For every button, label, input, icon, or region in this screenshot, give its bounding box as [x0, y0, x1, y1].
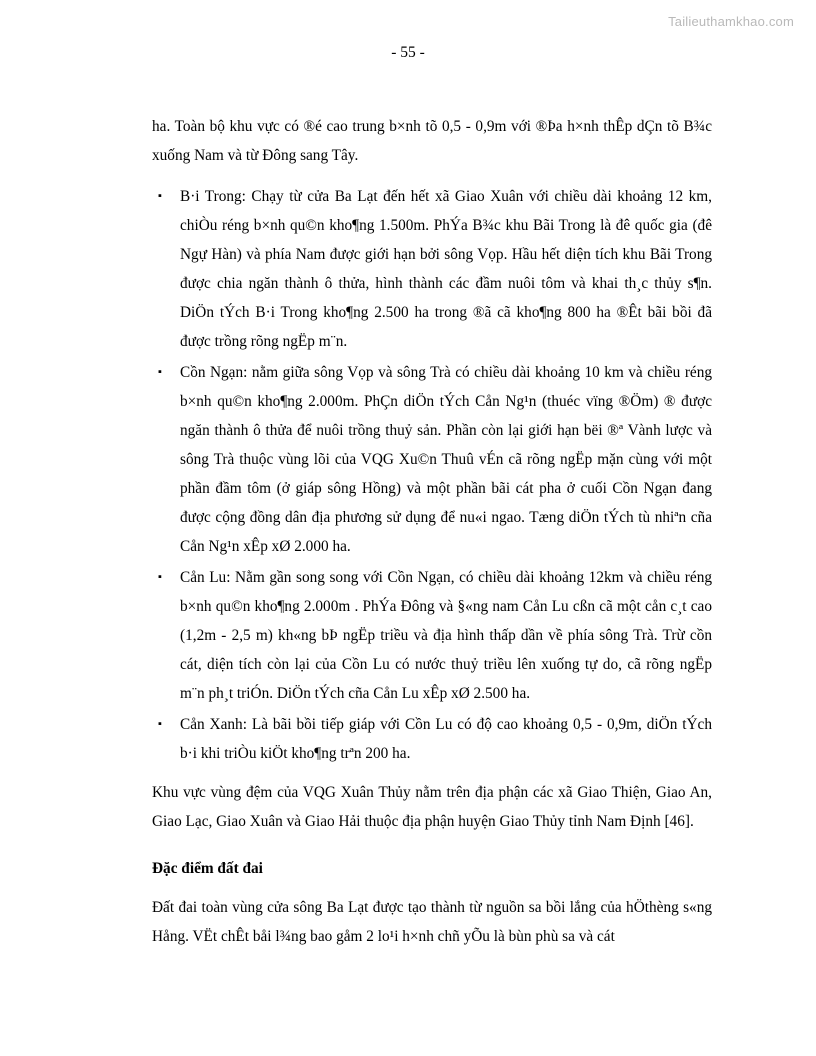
page-number: - 55 -	[391, 44, 425, 61]
buffer-zone-paragraph: Khu vực vùng đệm của VQG Xuân Thủy nằm trên địa phận các xã Giao Thiện, Giao An, Giao Lạc, Giao Xuân và Giao Hải thuộc địa phận huyện Giao Thủy tỉnh Nam Định [46].	[152, 784, 712, 830]
spacer	[152, 770, 712, 778]
page-content	[152, 112, 712, 955]
soil-paragraph: Đất đai toàn vùng cửa sông Ba Lạt được tạo thành từ nguồn sa bồi lắng của hÖthèng s«ng Hång. VËt chÊt båi l¾ng bao gåm 2 lo¹i h×nh chñ yÕu là bùn phù sa và cát	[152, 899, 712, 945]
list-item-text: Cồn Ngạn: nằm giữa sông Vọp và sông Trà có chiều dài khoảng 10 km và chiều réng b×nh qu©n kho¶ng 2.000m. PhÇn diÖn tÝch Cån Ng¹n (thuéc vïng ®Öm) ® được ngăn thành ô thửa để nuôi trồng thuỷ sản. Phần còn lại giới hạn bëi ®ª Vành lược và sông Trà thuộc vùng lõi của VQG Xu©n Thuû vÉn cã rõng ngËp mặn cùng với một phần đầm tôm (ở giáp sông Hồng) và một phần bãi cát pha ở cuối Cồn Ngạn đang được cộng đồng dân địa phương sử dụng để nu«i ngao. Tæng diÖn tÝch tù nhiªn cña Cån Ng¹n xÊp xØ 2.000 ha.	[180, 364, 712, 555]
list-item	[152, 710, 712, 768]
bullet-marker-icon: ▪	[158, 718, 162, 730]
list-item	[152, 358, 712, 561]
list-item	[152, 182, 712, 356]
list-item-text: Cån Xanh: Là bãi bồi tiếp giáp với Cồn Lu có độ cao khoảng 0,5 - 0,9m, diÖn tÝch b·i khi triÒu kiÖt kho¶ng trªn 200 ha.	[180, 716, 712, 762]
bullet-list	[152, 182, 712, 768]
intro-paragraph: ha. Toàn bộ khu vực có ®é cao trung b×nh tõ 0,5 - 0,9m với ®Þa h×nh thÊp dÇn tõ B¾c xuống Nam và từ Đông sang Tây.	[152, 118, 712, 164]
spacer	[152, 885, 712, 893]
section-heading: Đặc điểm đất đai	[152, 860, 263, 877]
spacer	[152, 840, 712, 854]
list-item	[152, 563, 712, 708]
list-item-text: B·i Trong: Chạy từ cửa Ba Lạt đến hết xã Giao Xuân với chiều dài khoảng 12 km, chiÒu réng b×nh qu©n kho¶ng 1.500m. PhÝa B¾c khu Bãi Trong là đê quốc gia (đê Ngự Hàn) và phía Nam được giới hạn bởi sông Vọp. Hầu hết diện tích khu Bãi Trong được chia ngăn thành ô thửa, hình thành các đầm nuôi tôm và khai th¸c thủy s¶n. DiÖn tÝch B·i Trong kho¶ng 2.500 ha trong ®ã cã kho¶ng 800 ha ®Êt bãi bồi đã được trồng rõng ngËp m¨n.	[180, 188, 712, 350]
list-item-text: Cån Lu: Nằm gần song song với Cồn Ngạn, có chiều dài khoảng 12km và chiều réng b×nh qu©n kho¶ng 2.000m . PhÝa Đông và §«ng nam Cån Lu cßn cã một cån c¸t cao (1,2m - 2,5 m) kh«ng bÞ ngËp triều và địa hình thấp dần về phía sông Trà. Trừ cồn cát, diện tích còn lại của Cồn Lu có nước thuỷ triều lên xuống tự do, cã rõng ngËp m¨n ph¸t triÓn. DiÖn tÝch cña Cån Lu xÊp xØ 2.500 ha.	[180, 569, 712, 702]
bullet-marker-icon: ▪	[158, 190, 162, 202]
bullet-marker-icon: ▪	[158, 366, 162, 378]
bullet-marker-icon: ▪	[158, 571, 162, 583]
watermark-text: Tailieuthamkhao.com	[668, 14, 794, 29]
spacer	[152, 174, 712, 182]
